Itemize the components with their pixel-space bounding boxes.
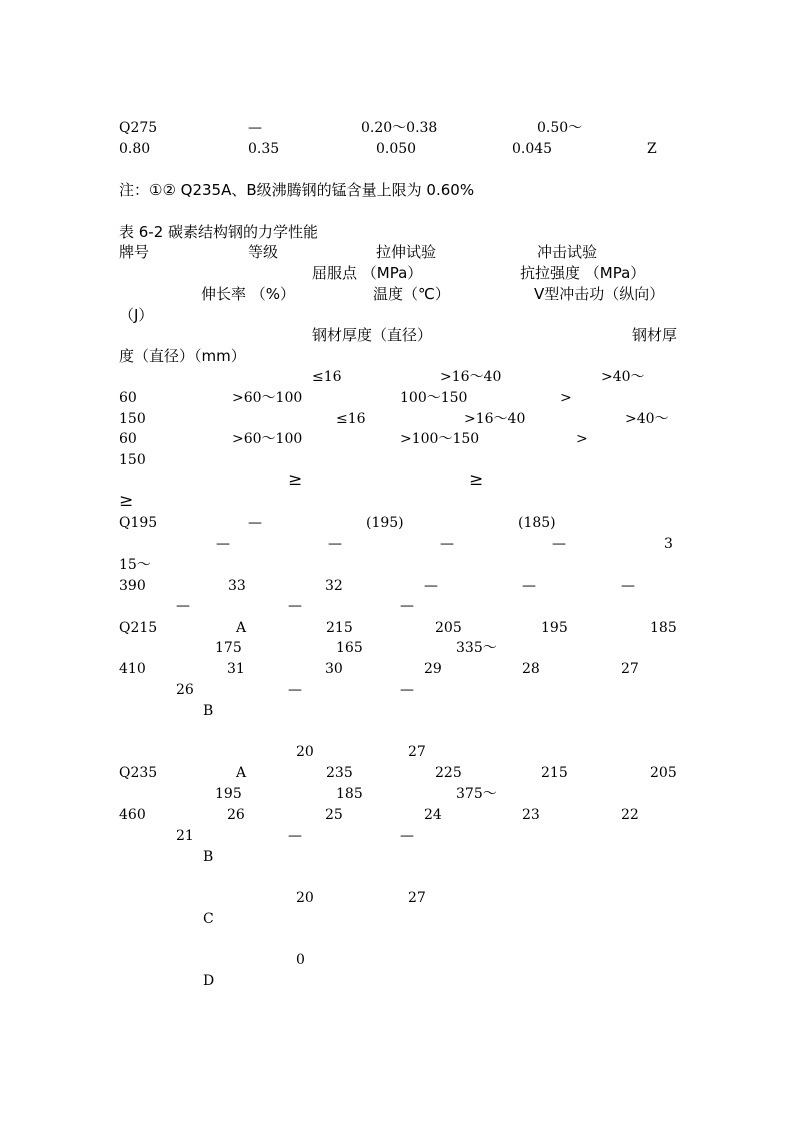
cell-value: 32 — [325, 578, 343, 594]
range-label: 150 — [119, 452, 146, 468]
cell-value: 28 — [522, 661, 540, 677]
range-label: >16～40 — [440, 369, 502, 385]
cell-value: 22 — [621, 807, 639, 823]
row-brand: Q195 — [119, 515, 158, 531]
cell-value: 0.20～0.38 — [361, 120, 438, 136]
cell-value: 410 — [119, 661, 146, 677]
row-brand: Q215 — [119, 620, 158, 636]
cell-value: 25 — [325, 807, 343, 823]
cell-dash: — — [400, 598, 414, 614]
cell-dash: — — [288, 682, 302, 698]
cell-value: (195) — [366, 515, 404, 531]
cell-value: 20 — [296, 744, 314, 760]
range-label: >16～40 — [464, 411, 526, 427]
cell-value: 185 — [650, 620, 677, 636]
range-label: >60～100 — [232, 390, 303, 406]
cell-dash: — — [440, 536, 454, 552]
cell-value: 3 — [664, 536, 673, 552]
row-brand: Q235 — [119, 765, 158, 781]
header-thickness: 度（直径）（mm） — [119, 347, 246, 365]
cell-value: 225 — [435, 765, 462, 781]
row-grade: A — [236, 620, 247, 636]
header-thickness: 钢材厚度（直径） — [312, 326, 433, 344]
cell-value: 0.050 — [376, 141, 417, 157]
header-tensile-strength: 抗拉强度 （MPa） — [520, 264, 646, 282]
header-v-impact: V型冲击功（纵向） — [534, 285, 665, 303]
header-grade: 等级 — [248, 243, 279, 261]
cell-dash: — — [288, 828, 302, 844]
cell-value: 23 — [522, 807, 540, 823]
range-label: >60～100 — [232, 431, 303, 447]
cell-dash: — — [176, 598, 190, 614]
ge-symbol: ≥ — [119, 491, 134, 511]
cell-value: 27 — [408, 744, 426, 760]
cell-value: 185 — [336, 786, 363, 802]
cell-value: 165 — [336, 640, 363, 656]
cell-dash: — — [248, 515, 262, 531]
header-temperature: 温度（℃） — [373, 285, 450, 303]
cell-value: 235 — [326, 765, 353, 781]
cell-dash: — — [400, 682, 414, 698]
cell-value: 0.80 — [119, 141, 151, 157]
range-label: >40～ — [601, 369, 645, 385]
range-label: 60 — [119, 431, 137, 447]
cell-value: 375～ — [456, 786, 497, 802]
row-grade: B — [203, 849, 214, 865]
header-thickness: 钢材厚 — [632, 326, 678, 344]
range-label: ≤16 — [312, 369, 342, 385]
cell-value: 20 — [296, 890, 314, 906]
header-impact-test: 冲击试验 — [537, 243, 598, 261]
range-label: >40～ — [625, 411, 669, 427]
cell-value: 0 — [296, 952, 305, 968]
cell-value: 33 — [228, 578, 246, 594]
row-grade: C — [203, 911, 214, 927]
cell-value: 26 — [227, 807, 245, 823]
range-label: ≤16 — [336, 411, 366, 427]
header-j-unit: （J） — [119, 306, 154, 324]
cell-value: 15～ — [119, 557, 151, 573]
row-grade: D — [203, 973, 215, 989]
cell-dash: — — [552, 536, 566, 552]
cell-value: 29 — [424, 661, 442, 677]
note-text: 注：①② Q235A、B级沸腾钢的锰含量上限为 0.60% — [119, 181, 475, 199]
range-label: 60 — [119, 390, 137, 406]
cell-dash: — — [522, 578, 536, 594]
ge-symbol: ≥ — [469, 470, 484, 490]
cell-dash: — — [424, 578, 438, 594]
range-label: > — [560, 390, 572, 406]
cell-value: 460 — [119, 807, 146, 823]
cell-value: 26 — [176, 682, 194, 698]
range-label: 150 — [119, 411, 146, 427]
row-grade: A — [236, 765, 247, 781]
cell-value: 205 — [650, 765, 677, 781]
cell-dash: — — [216, 536, 230, 552]
cell-value: 0.045 — [512, 141, 553, 157]
cell-value: 215 — [541, 765, 568, 781]
row-grade: B — [203, 703, 214, 719]
range-label: 100～150 — [400, 390, 468, 406]
range-label: >100～150 — [400, 431, 480, 447]
header-elongation: 伸长率 （%） — [201, 285, 296, 303]
header-tensile-test: 拉伸试验 — [376, 243, 437, 261]
cell-value: 205 — [435, 620, 462, 636]
cell-brand: Q275 — [119, 120, 158, 136]
cell-dash: — — [621, 578, 635, 594]
header-brand: 牌号 — [119, 243, 150, 261]
cell-dash: — — [248, 120, 262, 136]
cell-value: Z — [647, 141, 657, 157]
cell-value: 215 — [326, 620, 353, 636]
cell-value: 0.50～ — [537, 120, 583, 136]
table-title: 表 6-2 碳素结构钢的力学性能 — [119, 223, 319, 241]
cell-value: 21 — [176, 828, 194, 844]
cell-value: 390 — [119, 578, 146, 594]
cell-value: 0.35 — [248, 141, 280, 157]
cell-value: 27 — [621, 661, 639, 677]
cell-dash: — — [328, 536, 342, 552]
cell-value: 195 — [541, 620, 568, 636]
header-yield-point: 屈服点 （MPa） — [312, 264, 423, 282]
cell-value: 195 — [215, 786, 242, 802]
ge-symbol: ≥ — [288, 470, 303, 490]
cell-value: 30 — [325, 661, 343, 677]
cell-value: (185) — [518, 515, 556, 531]
cell-value: 175 — [215, 640, 242, 656]
cell-value: 31 — [227, 661, 245, 677]
cell-value: 24 — [424, 807, 442, 823]
cell-value: 27 — [408, 890, 426, 906]
cell-value: 335～ — [456, 640, 497, 656]
cell-dash: — — [288, 598, 302, 614]
range-label: > — [576, 431, 588, 447]
cell-dash: — — [400, 828, 414, 844]
